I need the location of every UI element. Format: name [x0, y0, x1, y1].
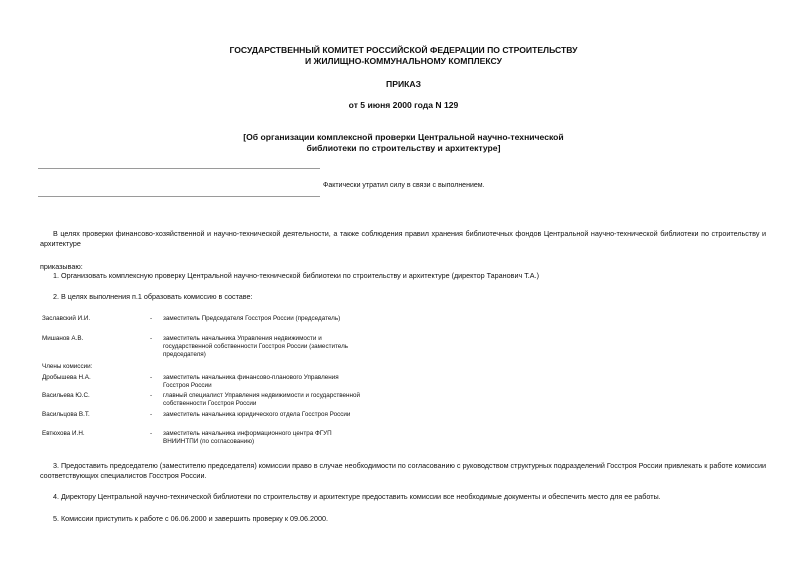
order-item-3: 3. Предоставить председателю (заместителю председателя) комиссии право в случае необходимости по согласованию с руководством структурных подразделений Госстроя России привлекать к работе комиссии соответствующих специалистов Госстроя России.	[40, 461, 766, 480]
commission-leader-name: Заславский И.И.	[42, 315, 91, 322]
commission-member-name: Евтюхова И.Н.	[42, 430, 85, 437]
intro-paragraph: В целях проверки финансово-хозяйственной и научно-технической деятельности, а также соблюдения правил хранения библиотечных фондов Центральной научно-технической библиотеки по строительству и архитектуре	[40, 229, 766, 248]
list-dash: -	[150, 335, 153, 342]
list-dash: -	[150, 392, 153, 399]
commission-leader-role: заместитель начальника Управления недвижимости и государственной собственности Госстроя России (заместитель председателя)	[163, 335, 349, 358]
list-dash: -	[150, 315, 153, 322]
order-item-4: 4. Директору Центральной научно-технической библиотеки по строительству и архитектуре предоставить комиссии все необходимые документы и обеспечить место для ее работы.	[53, 492, 661, 501]
order-item-1: 1. Организовать комплексную проверку Центральной научно-технической библиотеки по строительству и архитектуре (директор Таранович Т.А.)	[53, 271, 539, 280]
commission-member-name: Васильцова В.Т.	[42, 411, 90, 418]
document-type: ПРИКАЗ	[386, 79, 421, 89]
commission-leader-name: Мишанов А.В.	[42, 335, 84, 342]
divider-top	[38, 168, 320, 169]
commission-member-role: заместитель начальника финансово-планового Управления Госстроя России	[163, 374, 339, 389]
committee-line-1: ГОСУДАРСТВЕННЫЙ КОМИТЕТ РОССИЙСКОЙ ФЕДЕРАЦИИ ПО СТРОИТЕЛЬСТВУ	[229, 45, 578, 55]
list-dash: -	[150, 430, 153, 437]
list-dash: -	[150, 374, 153, 381]
commission-member-name: Дробышева Н.А.	[42, 374, 91, 381]
commission-member-role: заместитель начальника юридического отдела Госстроя России	[163, 411, 351, 418]
document-title-line-2: библиотеки по строительству и архитектуре]	[306, 143, 501, 153]
commission-leader-role: заместитель Председателя Госстроя России (председатель)	[163, 315, 341, 322]
commission-member-role: заместитель начальника информационного центра ФГУП ВНИИНТПИ (по согласованию)	[163, 430, 332, 445]
divider-bottom	[38, 196, 320, 197]
committee-line-2: И ЖИЛИЩНО-КОММУНАЛЬНОМУ КОМПЛЕКСУ	[305, 56, 502, 66]
status-note: Фактически утратил силу в связи с выполнением.	[323, 182, 485, 189]
members-label: Члены комиссии:	[42, 363, 93, 370]
commission-member-name: Васильева Ю.С.	[42, 392, 90, 399]
order-item-2: 2. В целях выполнения п.1 образовать комиссию в составе:	[53, 292, 253, 301]
order-word: приказываю:	[40, 262, 83, 271]
list-dash: -	[150, 411, 153, 418]
order-item-5: 5. Комиссии приступить к работе с 06.06.2000 и завершить проверку к 09.06.2000.	[53, 514, 329, 523]
document-title-line-1: [Об организации комплексной проверки Центральной научно-технической	[243, 132, 564, 142]
commission-member-role: главный специалист Управления недвижимости и государственной собственности Госстроя России	[163, 392, 360, 407]
document-date: от 5 июня 2000 года N 129	[348, 100, 459, 110]
